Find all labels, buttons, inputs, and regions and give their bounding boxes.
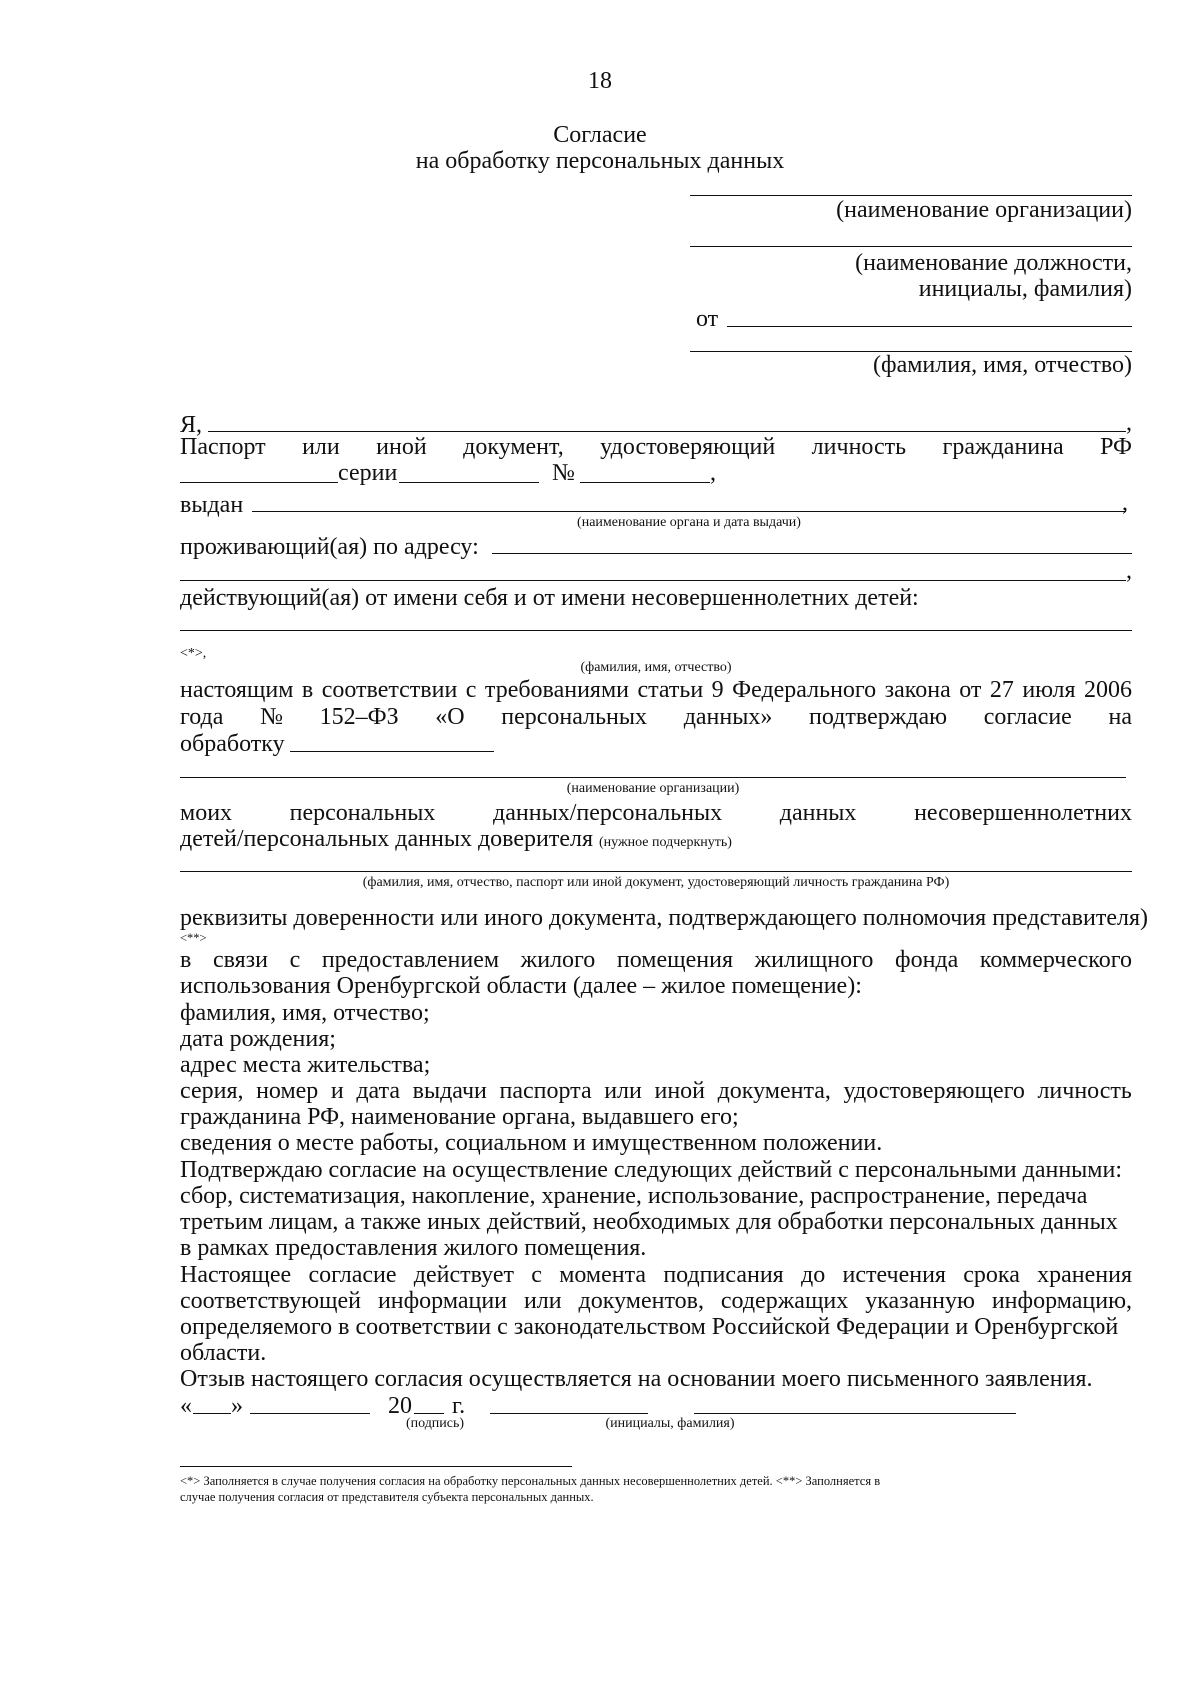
item-work: сведения о месте работы, социальном и имущественном положении.: [180, 1130, 883, 1156]
confirm-line-1: Подтверждаю согласие на осуществление следующих действий с персональными данными:: [180, 1157, 1122, 1183]
housing-line-2: использования Оренбургской области (далее – жилое помещение):: [180, 973, 862, 999]
requisites-line: реквизиты доверенности или иного документа, подтверждающего полномочия представителя): [180, 905, 1148, 931]
footnote-ref-1: <*>,: [180, 646, 207, 661]
address-field-line[interactable]: [492, 553, 1132, 554]
organization-caption: (наименование организации): [836, 197, 1132, 223]
children-caption: (фамилия, имя, отчество): [580, 660, 732, 675]
position-caption-1: (наименование должности,: [855, 250, 1132, 276]
footnote-line-1: <*> Заполняется в случае получения согласия на обработку персональных данных несовершеннолетних детей. <**> Заполняется в: [180, 1474, 881, 1488]
number-field-line[interactable]: [580, 482, 710, 483]
name-field-line[interactable]: [694, 1413, 1016, 1414]
issued-caption: (наименование органа и дата выдачи): [577, 515, 801, 530]
year-suffix: г.: [452, 1393, 466, 1419]
trustee-caption: (фамилия, имя, отчество, паспорт или иной документ, удостоверяющий личность гражданина РФ): [362, 875, 950, 890]
organization-caption-2: (наименование организации): [566, 781, 740, 796]
year-field-line[interactable]: [414, 1413, 444, 1414]
from-label: от: [696, 306, 719, 332]
organization-field-line[interactable]: [690, 195, 1132, 196]
item-passport-2: гражданина РФ, наименование органа, выдавшего его;: [180, 1104, 739, 1130]
position-field-line[interactable]: [690, 246, 1132, 247]
valid-line-3: определяемого в соответствии с законодательством Российской Федерации и Оренбургской: [180, 1314, 1119, 1340]
number-label: №: [552, 460, 575, 486]
day-field-line[interactable]: [193, 1413, 231, 1414]
issued-field-line[interactable]: [252, 511, 1126, 512]
children-field-line[interactable]: [180, 630, 1132, 631]
document-subtitle: на обработку персональных данных: [415, 148, 785, 174]
confirm-line-3: третьим лицам, а также иных действий, необходимых для обработки персональных данных: [180, 1209, 1118, 1235]
document-type-line[interactable]: [180, 482, 338, 483]
comma: ,: [1126, 410, 1132, 436]
acting-label: действующий(ая) от имени себя и от имени несовершеннолетних детей:: [180, 585, 919, 611]
address-label: проживающий(ая) по адресу:: [180, 534, 479, 560]
quote-close: »: [231, 1393, 243, 1419]
series-label: серии: [338, 460, 398, 486]
my-data-line: моих персональных данных/персональных данных несовершеннолетних: [180, 800, 1132, 826]
item-birth: дата рождения;: [180, 1026, 336, 1052]
name-caption: (инициалы, фамилия): [605, 1416, 735, 1431]
applicant-name-line[interactable]: [208, 431, 1126, 432]
my-data-line-2: детей/персональных данных доверителя (нужное подчеркнуть): [180, 826, 732, 852]
valid-line-4: области.: [180, 1340, 267, 1366]
footnote-line-2: случае получения согласия от представителя субъекта персональных данных.: [180, 1490, 594, 1504]
position-caption-2: инициалы, фамилия): [918, 276, 1132, 302]
month-field-line[interactable]: [250, 1413, 370, 1414]
footnote-separator: [180, 1466, 572, 1467]
signature-caption: (подпись): [405, 1416, 465, 1431]
footnote-ref-2: <**>: [180, 931, 207, 945]
revoke-line: Отзыв настоящего согласия осуществляется на основании моего письменного заявления.: [180, 1366, 1093, 1392]
issued-label: выдан: [180, 492, 244, 518]
address-field-line-2[interactable]: [180, 580, 1126, 581]
signature-field-line[interactable]: [490, 1413, 648, 1414]
document-title: Согласие: [553, 122, 647, 148]
law-line-2: года № 152–ФЗ «О персональных данных» подтверждаю согласие на: [180, 704, 1132, 730]
item-fio: фамилия, имя, отчество;: [180, 1000, 430, 1026]
ya-label: Я,: [180, 412, 203, 438]
page-number: 18: [588, 68, 612, 94]
processing-field-line[interactable]: [290, 751, 494, 752]
law-line-1: настоящим в соответствии с требованиями статьи 9 Федерального закона от 27 июля 2006: [180, 677, 1132, 703]
valid-line-2: соответствующей информации или документов, содержащих указанную информацию,: [180, 1288, 1132, 1314]
comma: ,: [1122, 490, 1128, 516]
underline-note: (нужное подчеркнуть): [599, 835, 732, 850]
valid-line-1: Настоящее согласие действует с момента подписания до истечения срока хранения: [180, 1262, 1132, 1288]
quote-open: «: [180, 1393, 192, 1419]
item-address: адрес места жительства;: [180, 1052, 431, 1078]
comma: ,: [710, 460, 716, 486]
item-passport: серия, номер и дата выдачи паспорта или иной документа, удостоверяющего личность: [180, 1078, 1132, 1104]
fio-caption: (фамилия, имя, отчество): [873, 352, 1132, 378]
housing-line: в связи с предоставлением жилого помещения жилищного фонда коммерческого: [180, 947, 1132, 973]
confirm-line-2: сбор, систематизация, накопление, хранение, использование, распространение, передача: [180, 1183, 1088, 1209]
from-field-line[interactable]: [727, 326, 1132, 327]
confirm-line-4: в рамках предоставления жилого помещения.: [180, 1235, 647, 1261]
organization-field-line-2[interactable]: [180, 777, 1126, 778]
series-field-line[interactable]: [399, 482, 539, 483]
passport-line: Паспорт или иной документ, удостоверяющий личность гражданина РФ: [180, 434, 1132, 460]
processing-label: обработку: [180, 731, 285, 757]
trustee-field-line[interactable]: [180, 871, 1132, 872]
year-prefix: 20: [388, 1393, 412, 1419]
comma: ,: [1126, 558, 1132, 584]
